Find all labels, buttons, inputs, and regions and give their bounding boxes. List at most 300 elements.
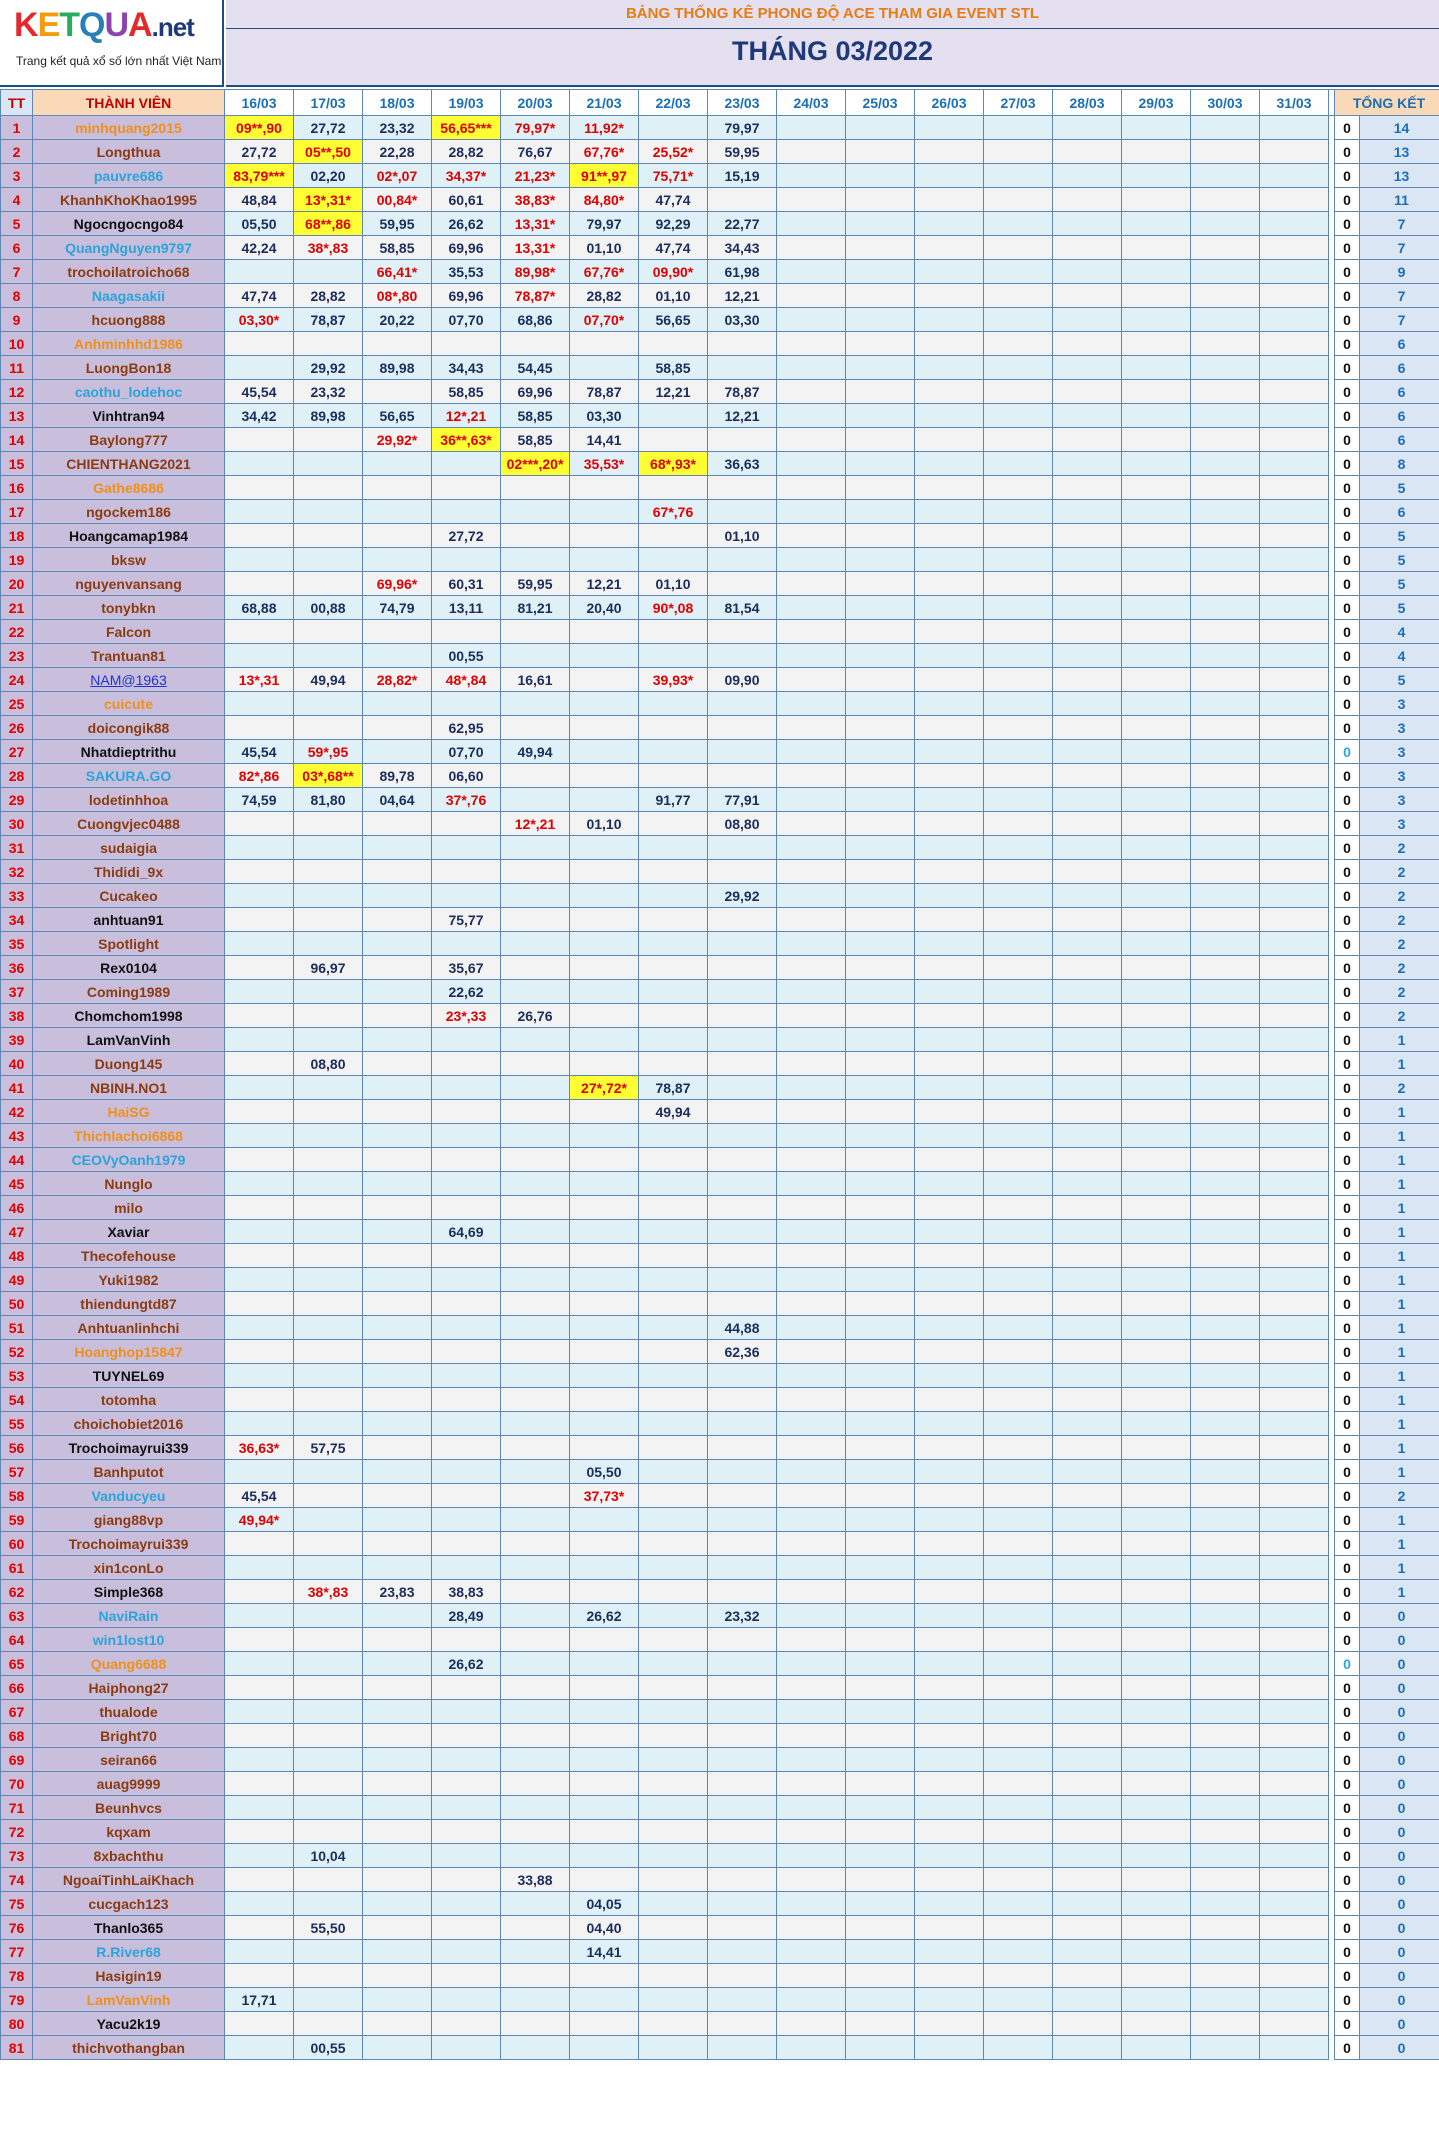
score-cell bbox=[570, 1748, 639, 1772]
score-cell bbox=[501, 1964, 570, 1988]
member-name: Yuki1982 bbox=[33, 1268, 225, 1292]
score-cell bbox=[363, 1100, 432, 1124]
score-cell: 23,32 bbox=[708, 1604, 777, 1628]
score-cell bbox=[1260, 284, 1329, 308]
score-cell bbox=[777, 1700, 846, 1724]
table-row bbox=[1, 1028, 1439, 1052]
score-cell bbox=[1260, 908, 1329, 932]
row-number: 1 bbox=[1, 116, 33, 140]
score-cell bbox=[501, 1100, 570, 1124]
score-cell: 76,67 bbox=[501, 140, 570, 164]
score-cell bbox=[501, 476, 570, 500]
score-cell bbox=[984, 1172, 1053, 1196]
score-cell bbox=[501, 1220, 570, 1244]
score-cell bbox=[984, 404, 1053, 428]
score-cell bbox=[225, 428, 294, 452]
score-cell bbox=[1260, 1268, 1329, 1292]
score-cell bbox=[1260, 644, 1329, 668]
score-cell bbox=[1260, 788, 1329, 812]
score-cell bbox=[1191, 1796, 1260, 1820]
score-cell: 81,80 bbox=[294, 788, 363, 812]
score-cell bbox=[225, 1004, 294, 1028]
score-cell bbox=[708, 1052, 777, 1076]
score-cell bbox=[984, 332, 1053, 356]
score-cell bbox=[915, 212, 984, 236]
score-cell bbox=[501, 1196, 570, 1220]
score-cell bbox=[1260, 548, 1329, 572]
table-row bbox=[1, 284, 1439, 308]
score-cell bbox=[984, 524, 1053, 548]
total-cell: 5 bbox=[1360, 596, 1439, 620]
score-cell bbox=[1260, 332, 1329, 356]
score-cell bbox=[1260, 1316, 1329, 1340]
score-cell bbox=[294, 1316, 363, 1340]
member-name: Xaviar bbox=[33, 1220, 225, 1244]
score-cell bbox=[363, 1772, 432, 1796]
zero-cell: 0 bbox=[1335, 404, 1360, 428]
score-cell bbox=[1191, 1676, 1260, 1700]
score-cell bbox=[432, 500, 501, 524]
score-cell bbox=[570, 1532, 639, 1556]
score-cell bbox=[1260, 572, 1329, 596]
score-cell bbox=[294, 836, 363, 860]
total-cell: 2 bbox=[1360, 956, 1439, 980]
score-cell bbox=[225, 1844, 294, 1868]
score-cell bbox=[570, 764, 639, 788]
score-cell bbox=[1260, 812, 1329, 836]
member-name: NaviRain bbox=[33, 1604, 225, 1628]
score-cell bbox=[225, 932, 294, 956]
score-cell bbox=[363, 716, 432, 740]
score-cell bbox=[1053, 860, 1122, 884]
score-cell bbox=[363, 1148, 432, 1172]
score-cell bbox=[501, 692, 570, 716]
score-cell: 81,21 bbox=[501, 596, 570, 620]
score-cell bbox=[1053, 956, 1122, 980]
zero-cell: 0 bbox=[1335, 1076, 1360, 1100]
table-row bbox=[1, 1580, 1439, 1604]
score-cell bbox=[432, 1148, 501, 1172]
score-cell bbox=[225, 1244, 294, 1268]
score-cell bbox=[501, 1604, 570, 1628]
score-cell bbox=[1191, 1772, 1260, 1796]
score-cell: 64,69 bbox=[432, 1220, 501, 1244]
score-cell bbox=[1122, 1844, 1191, 1868]
zero-cell: 0 bbox=[1335, 1628, 1360, 1652]
score-cell bbox=[1122, 884, 1191, 908]
score-cell bbox=[639, 1772, 708, 1796]
member-name: Hoanghop15847 bbox=[33, 1340, 225, 1364]
score-cell bbox=[570, 860, 639, 884]
score-cell bbox=[225, 548, 294, 572]
score-cell bbox=[570, 1556, 639, 1580]
row-number: 56 bbox=[1, 1436, 33, 1460]
zero-cell: 0 bbox=[1335, 2036, 1360, 2060]
member-name: LuongBon18 bbox=[33, 356, 225, 380]
score-cell bbox=[1260, 236, 1329, 260]
row-number: 76 bbox=[1, 1916, 33, 1940]
score-cell bbox=[777, 1196, 846, 1220]
member-name: anhtuan91 bbox=[33, 908, 225, 932]
site-logo[interactable] bbox=[0, 0, 224, 87]
score-cell bbox=[1053, 308, 1122, 332]
score-cell bbox=[501, 1844, 570, 1868]
table-row bbox=[1, 1700, 1439, 1724]
score-cell: 49,94 bbox=[501, 740, 570, 764]
total-cell: 7 bbox=[1360, 212, 1439, 236]
table-row bbox=[1, 1484, 1439, 1508]
member-name: Cuongvjec0488 bbox=[33, 812, 225, 836]
total-cell: 1 bbox=[1360, 1364, 1439, 1388]
score-cell bbox=[363, 500, 432, 524]
score-cell bbox=[1122, 1724, 1191, 1748]
score-cell bbox=[915, 1028, 984, 1052]
score-cell bbox=[846, 1268, 915, 1292]
total-cell: 1 bbox=[1360, 1580, 1439, 1604]
zero-cell: 0 bbox=[1335, 212, 1360, 236]
score-cell bbox=[1053, 1628, 1122, 1652]
score-cell bbox=[846, 1628, 915, 1652]
score-cell bbox=[984, 1196, 1053, 1220]
member-name: Nhatdieptrithu bbox=[33, 740, 225, 764]
row-number: 4 bbox=[1, 188, 33, 212]
score-cell bbox=[225, 1172, 294, 1196]
score-cell bbox=[1122, 284, 1191, 308]
score-cell bbox=[570, 332, 639, 356]
score-cell bbox=[363, 908, 432, 932]
score-cell bbox=[1191, 980, 1260, 1004]
table-row bbox=[1, 1820, 1439, 1844]
score-cell bbox=[1053, 1652, 1122, 1676]
score-cell: 69,96* bbox=[363, 572, 432, 596]
score-cell bbox=[984, 1868, 1053, 1892]
score-cell bbox=[225, 1604, 294, 1628]
score-cell: 34,43 bbox=[708, 236, 777, 260]
score-cell bbox=[1122, 980, 1191, 1004]
table-row bbox=[1, 1604, 1439, 1628]
score-cell bbox=[294, 1532, 363, 1556]
member-name: sudaigia bbox=[33, 836, 225, 860]
score-cell bbox=[1053, 1460, 1122, 1484]
score-cell bbox=[915, 2012, 984, 2036]
total-cell: 1 bbox=[1360, 1412, 1439, 1436]
score-cell bbox=[225, 1892, 294, 1916]
score-cell bbox=[1053, 188, 1122, 212]
header-date: 17/03 bbox=[294, 90, 363, 116]
score-cell bbox=[1122, 140, 1191, 164]
score-cell bbox=[915, 1532, 984, 1556]
score-cell: 04,40 bbox=[570, 1916, 639, 1940]
score-cell bbox=[225, 1124, 294, 1148]
row-number: 24 bbox=[1, 668, 33, 692]
score-cell bbox=[1260, 1940, 1329, 1964]
score-cell bbox=[432, 1244, 501, 1268]
member-name: CHIENTHANG2021 bbox=[33, 452, 225, 476]
total-cell: 6 bbox=[1360, 332, 1439, 356]
score-cell bbox=[1053, 140, 1122, 164]
score-cell bbox=[777, 644, 846, 668]
score-cell bbox=[708, 1076, 777, 1100]
score-cell bbox=[1122, 1364, 1191, 1388]
row-number: 57 bbox=[1, 1460, 33, 1484]
member-name: Bright70 bbox=[33, 1724, 225, 1748]
score-cell bbox=[846, 1652, 915, 1676]
score-cell bbox=[846, 1580, 915, 1604]
score-cell bbox=[1260, 764, 1329, 788]
score-cell bbox=[708, 1844, 777, 1868]
score-cell bbox=[639, 548, 708, 572]
score-cell bbox=[708, 1580, 777, 1604]
score-cell bbox=[777, 1964, 846, 1988]
score-cell bbox=[432, 1436, 501, 1460]
member-name: milo bbox=[33, 1196, 225, 1220]
score-cell: 45,54 bbox=[225, 1484, 294, 1508]
score-cell bbox=[1260, 1124, 1329, 1148]
member-name[interactable]: NAM@1963 bbox=[33, 668, 225, 692]
score-cell: 03*,68** bbox=[294, 764, 363, 788]
total-cell: 1 bbox=[1360, 1316, 1439, 1340]
table-row bbox=[1, 1676, 1439, 1700]
score-cell: 09**,90 bbox=[225, 116, 294, 140]
score-cell bbox=[363, 1268, 432, 1292]
score-cell bbox=[225, 1532, 294, 1556]
row-number: 63 bbox=[1, 1604, 33, 1628]
score-cell bbox=[1191, 1412, 1260, 1436]
row-number: 54 bbox=[1, 1388, 33, 1412]
zero-cell: 0 bbox=[1335, 1100, 1360, 1124]
score-cell bbox=[984, 188, 1053, 212]
total-cell: 2 bbox=[1360, 1484, 1439, 1508]
score-cell bbox=[1191, 1820, 1260, 1844]
score-cell bbox=[432, 1412, 501, 1436]
total-cell: 1 bbox=[1360, 1028, 1439, 1052]
score-cell bbox=[570, 1292, 639, 1316]
table-row bbox=[1, 1172, 1439, 1196]
score-cell bbox=[1053, 620, 1122, 644]
score-cell bbox=[984, 1796, 1053, 1820]
header-date: 21/03 bbox=[570, 90, 639, 116]
score-cell: 66,41* bbox=[363, 260, 432, 284]
score-cell bbox=[1053, 908, 1122, 932]
zero-cell: 0 bbox=[1335, 356, 1360, 380]
total-cell: 0 bbox=[1360, 1964, 1439, 1988]
score-cell bbox=[1191, 1604, 1260, 1628]
table-row bbox=[1, 1772, 1439, 1796]
score-cell bbox=[915, 2036, 984, 2060]
score-cell bbox=[363, 548, 432, 572]
score-cell bbox=[1122, 188, 1191, 212]
score-cell bbox=[915, 1340, 984, 1364]
score-cell bbox=[984, 692, 1053, 716]
score-cell bbox=[708, 1268, 777, 1292]
score-cell bbox=[1191, 188, 1260, 212]
score-cell bbox=[984, 1004, 1053, 1028]
score-cell bbox=[294, 1868, 363, 1892]
score-cell: 26,76 bbox=[501, 1004, 570, 1028]
score-cell bbox=[846, 188, 915, 212]
score-cell bbox=[570, 548, 639, 572]
member-name: Beunhvcs bbox=[33, 1796, 225, 1820]
score-cell bbox=[1260, 428, 1329, 452]
score-cell bbox=[432, 1292, 501, 1316]
row-number: 16 bbox=[1, 476, 33, 500]
score-cell bbox=[777, 1148, 846, 1172]
sheet-title: THÁNG 03/2022 bbox=[731, 36, 934, 66]
table-row bbox=[1, 524, 1439, 548]
score-cell bbox=[984, 1652, 1053, 1676]
score-cell bbox=[1260, 116, 1329, 140]
zero-cell: 0 bbox=[1335, 188, 1360, 212]
score-cell bbox=[1191, 524, 1260, 548]
score-cell bbox=[915, 1244, 984, 1268]
member-name: tonybkn bbox=[33, 596, 225, 620]
row-number: 11 bbox=[1, 356, 33, 380]
table-row bbox=[1, 764, 1439, 788]
score-cell bbox=[1191, 260, 1260, 284]
score-cell bbox=[846, 1124, 915, 1148]
score-cell bbox=[984, 1916, 1053, 1940]
score-cell bbox=[708, 1628, 777, 1652]
score-cell: 02,20 bbox=[294, 164, 363, 188]
member-name: xin1conLo bbox=[33, 1556, 225, 1580]
total-cell: 0 bbox=[1360, 1916, 1439, 1940]
score-cell bbox=[777, 740, 846, 764]
total-cell: 1 bbox=[1360, 1100, 1439, 1124]
total-cell: 0 bbox=[1360, 1988, 1439, 2012]
score-cell bbox=[1260, 1004, 1329, 1028]
member-name: Trantuan81 bbox=[33, 644, 225, 668]
score-cell bbox=[915, 1508, 984, 1532]
score-cell bbox=[777, 884, 846, 908]
score-cell bbox=[1260, 1964, 1329, 1988]
score-cell bbox=[846, 764, 915, 788]
score-cell bbox=[501, 1076, 570, 1100]
score-cell bbox=[915, 1076, 984, 1100]
score-cell bbox=[432, 1796, 501, 1820]
zero-cell: 0 bbox=[1335, 620, 1360, 644]
table-row bbox=[1, 428, 1439, 452]
score-cell bbox=[363, 452, 432, 476]
score-cell: 14,41 bbox=[570, 428, 639, 452]
score-cell bbox=[225, 1292, 294, 1316]
score-cell bbox=[1260, 932, 1329, 956]
row-number: 15 bbox=[1, 452, 33, 476]
score-cell bbox=[1191, 1580, 1260, 1604]
score-cell: 36,63 bbox=[708, 452, 777, 476]
member-name: Yacu2k19 bbox=[33, 2012, 225, 2036]
zero-cell: 0 bbox=[1335, 548, 1360, 572]
row-number: 65 bbox=[1, 1652, 33, 1676]
score-cell bbox=[432, 1484, 501, 1508]
score-cell: 33,88 bbox=[501, 1868, 570, 1892]
score-cell: 37,73* bbox=[570, 1484, 639, 1508]
score-cell bbox=[639, 1220, 708, 1244]
score-cell bbox=[777, 1940, 846, 1964]
total-cell: 13 bbox=[1360, 164, 1439, 188]
score-cell bbox=[1122, 1676, 1191, 1700]
score-cell bbox=[294, 1820, 363, 1844]
score-cell bbox=[1122, 836, 1191, 860]
score-cell bbox=[777, 404, 846, 428]
score-cell bbox=[777, 260, 846, 284]
score-cell bbox=[1260, 1436, 1329, 1460]
score-cell bbox=[708, 428, 777, 452]
score-cell bbox=[846, 1676, 915, 1700]
score-cell bbox=[1053, 1124, 1122, 1148]
score-cell bbox=[501, 1940, 570, 1964]
score-cell bbox=[846, 1484, 915, 1508]
score-cell bbox=[777, 1028, 846, 1052]
score-cell bbox=[363, 812, 432, 836]
score-cell bbox=[1122, 1556, 1191, 1580]
score-cell bbox=[570, 692, 639, 716]
total-cell: 1 bbox=[1360, 1532, 1439, 1556]
score-cell bbox=[846, 1364, 915, 1388]
score-cell bbox=[1191, 764, 1260, 788]
score-cell bbox=[777, 140, 846, 164]
score-cell bbox=[777, 212, 846, 236]
score-cell bbox=[432, 1316, 501, 1340]
score-cell bbox=[1053, 1052, 1122, 1076]
score-cell bbox=[846, 452, 915, 476]
score-cell bbox=[777, 692, 846, 716]
score-cell bbox=[915, 1556, 984, 1580]
table-row bbox=[1, 932, 1439, 956]
total-cell: 8 bbox=[1360, 452, 1439, 476]
score-cell bbox=[363, 1628, 432, 1652]
score-cell bbox=[570, 1172, 639, 1196]
score-cell bbox=[501, 764, 570, 788]
total-cell: 0 bbox=[1360, 1796, 1439, 1820]
score-cell bbox=[1053, 1844, 1122, 1868]
score-cell bbox=[915, 1820, 984, 1844]
score-cell: 23*,33 bbox=[432, 1004, 501, 1028]
score-cell bbox=[915, 452, 984, 476]
score-cell: 12,21 bbox=[708, 404, 777, 428]
score-cell: 42,24 bbox=[225, 236, 294, 260]
score-cell bbox=[294, 812, 363, 836]
row-number: 40 bbox=[1, 1052, 33, 1076]
score-cell bbox=[1191, 1916, 1260, 1940]
score-cell bbox=[639, 1364, 708, 1388]
score-cell: 21,23* bbox=[501, 164, 570, 188]
member-name: TUYNEL69 bbox=[33, 1364, 225, 1388]
score-cell bbox=[777, 1628, 846, 1652]
score-cell bbox=[915, 428, 984, 452]
header-tt: TT bbox=[1, 90, 33, 116]
row-number: 38 bbox=[1, 1004, 33, 1028]
score-cell bbox=[363, 1916, 432, 1940]
score-cell bbox=[1122, 1052, 1191, 1076]
score-cell bbox=[1053, 428, 1122, 452]
score-cell bbox=[1191, 1076, 1260, 1100]
score-cell bbox=[1191, 1292, 1260, 1316]
score-cell bbox=[1122, 1916, 1191, 1940]
member-name: ngockem186 bbox=[33, 500, 225, 524]
score-cell bbox=[846, 476, 915, 500]
score-cell: 47,74 bbox=[639, 236, 708, 260]
row-number: 72 bbox=[1, 1820, 33, 1844]
row-number: 68 bbox=[1, 1724, 33, 1748]
score-cell: 08,80 bbox=[708, 812, 777, 836]
score-cell bbox=[225, 1388, 294, 1412]
score-cell bbox=[639, 812, 708, 836]
score-cell bbox=[984, 908, 1053, 932]
score-cell: 12,21 bbox=[708, 284, 777, 308]
row-number: 22 bbox=[1, 620, 33, 644]
score-cell bbox=[225, 860, 294, 884]
score-cell bbox=[1122, 116, 1191, 140]
